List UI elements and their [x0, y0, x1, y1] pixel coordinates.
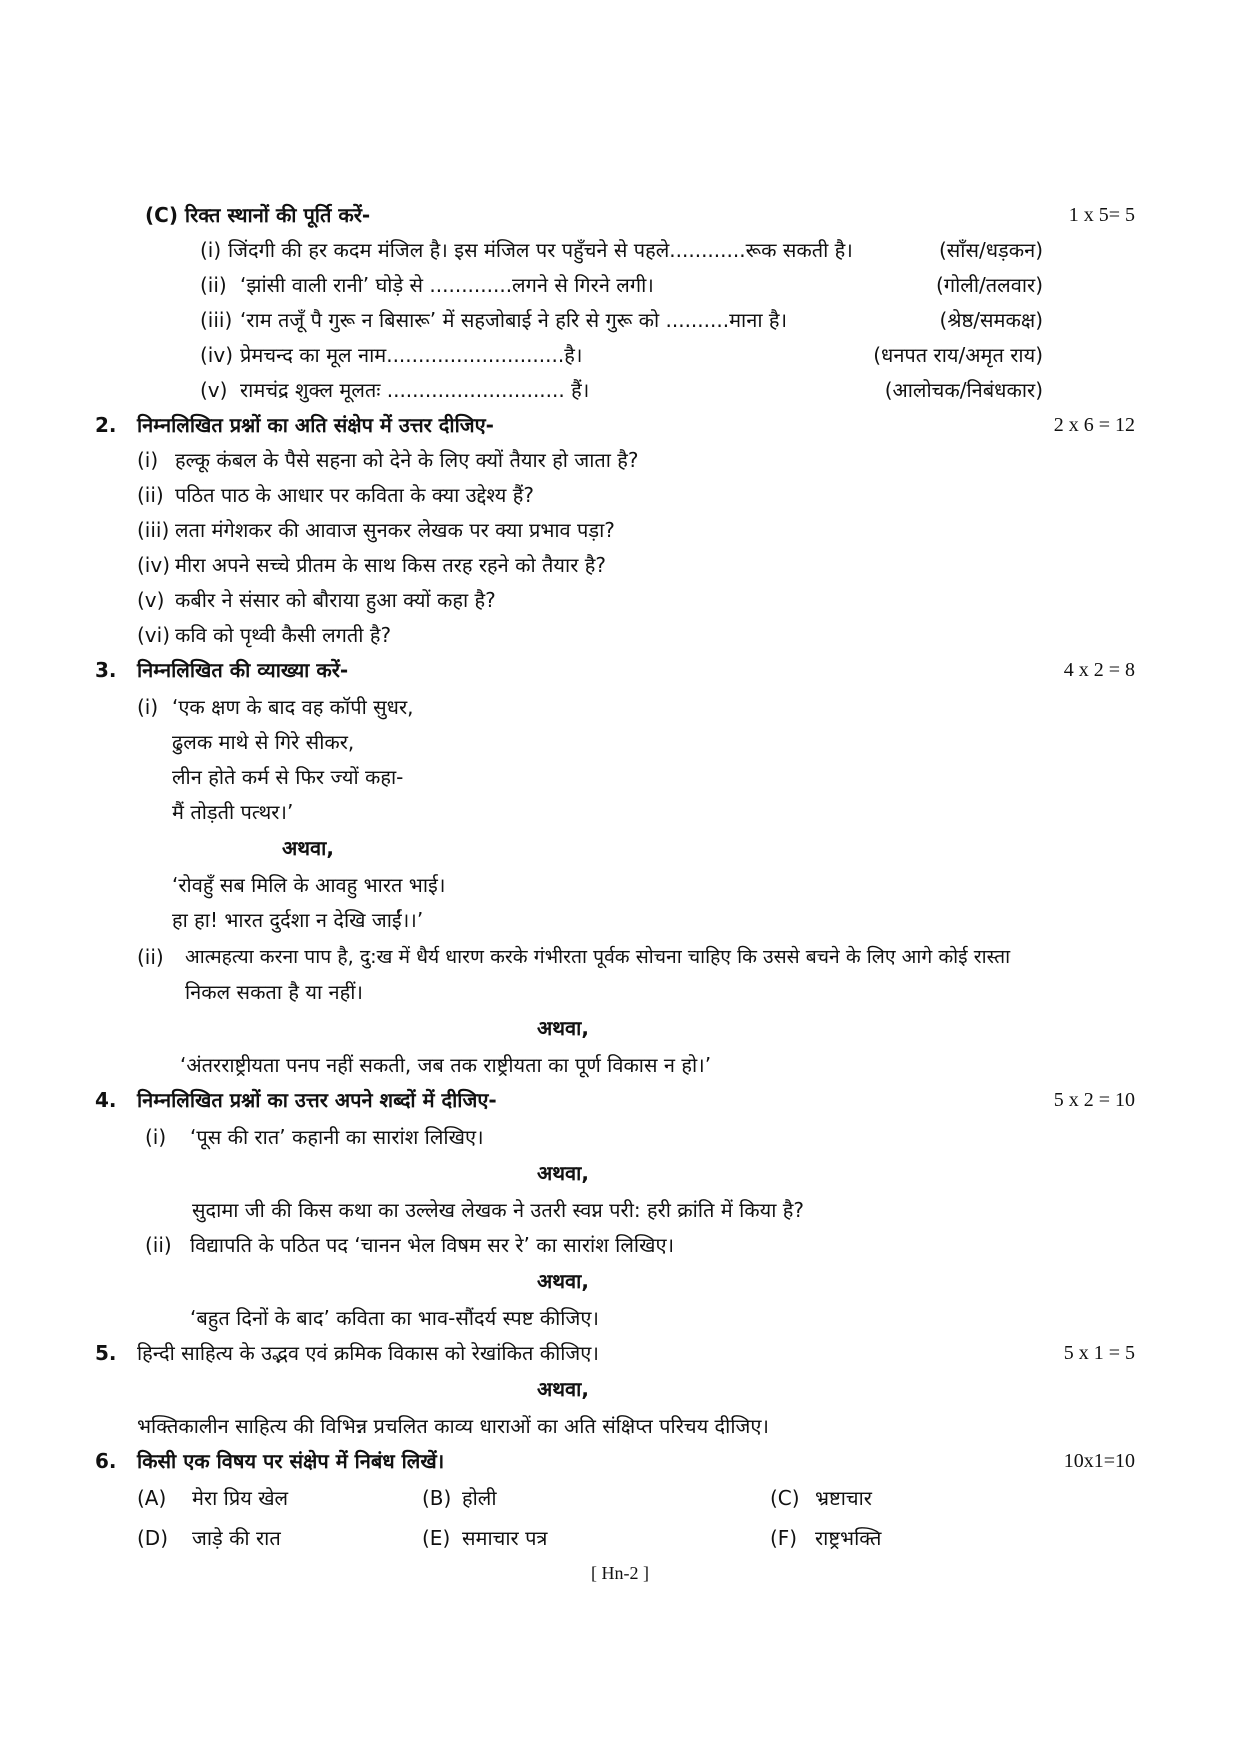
or-label: अथवा,	[282, 836, 334, 860]
topic-label: (A)	[137, 1486, 167, 1510]
q2-item-label: (iv)	[137, 553, 170, 577]
question-6-marks: 10x1=10	[1063, 1450, 1135, 1472]
or-label: अथवा,	[537, 1269, 589, 1293]
q4-i-label: (i)	[145, 1125, 167, 1149]
q3-i-label: (i)	[137, 695, 159, 719]
q4-ii-text: विद्यापति के पठित पद ‘चानन भेल विषम सर रे’ का सारांश लिखिए।	[190, 1233, 675, 1257]
topic-label: (D)	[137, 1526, 169, 1550]
topic-label: (E)	[422, 1526, 451, 1550]
topic-label: (F)	[770, 1526, 798, 1550]
question-4-marks: 5 x 2 = 10	[1053, 1089, 1135, 1111]
qc-item-text: प्रेमचन्द का मूल नाम............................है।	[240, 343, 583, 367]
question-number: 3.	[95, 658, 117, 682]
qc-item-option: (श्रेष्ठ/समकक्ष)	[939, 308, 1043, 332]
question-5-marks: 5 x 1 = 5	[1063, 1342, 1135, 1364]
qc-item-label: (iv)	[200, 343, 233, 367]
q2-item-label: (i)	[137, 448, 159, 472]
question-6-heading: किसी एक विषय पर संक्षेप में निबंध लिखें।	[137, 1449, 445, 1473]
topic-text: जाड़े की रात	[192, 1526, 281, 1550]
q4-i-alt: सुदामा जी की किस कथा का उल्लेख लेखक ने उतरी स्वप्न परी: हरी क्रांति में किया है?	[192, 1198, 805, 1222]
question-4-heading: निम्नलिखित प्रश्नों का उत्तर अपने शब्दों में दीजिए-	[137, 1088, 497, 1112]
page-footer: [ Hn-2 ]	[591, 1563, 649, 1583]
question-5-text: हिन्दी साहित्य के उद्भव एवं क्रमिक विकास को रेखांकित कीजिए।	[137, 1341, 599, 1365]
q3-ii-text: आत्महत्या करना पाप है, दु:ख में धैर्य धारण करके गंभीरता पूर्वक सोचना चाहिए कि उससे बचने के लिए आगे कोई रास्ता	[185, 945, 1011, 968]
q2-item-text: हल्कू कंबल के पैसे सहना को देने के लिए क्यों तैयार हो जाता है?	[175, 448, 639, 472]
qc-item-text: ‘राम तजूँ पै गुरू न बिसारू’ में सहजोबाई ने हरि से गुरू को ..........माना है।	[240, 308, 788, 332]
section-c-heading: (C) रिक्त स्थानों की पूर्ति करें-	[145, 203, 371, 227]
qc-item-option: (साँस/धड़कन)	[938, 238, 1043, 262]
q3-poem-line: ‘रोवहुँ सब मिलि के आवहु भारत भाई।	[172, 873, 446, 897]
q2-item-label: (ii)	[137, 483, 164, 507]
topic-label: (B)	[422, 1486, 452, 1510]
q3-ii-label: (ii)	[137, 945, 164, 969]
qc-item-text: जिंदगी की हर कदम मंजिल है। इस मंजिल पर पहुँचने से पहले............रूक सकती है।	[228, 238, 853, 262]
qc-item-label: (ii)	[200, 273, 227, 297]
qc-item-option: (आलोचक/निबंधकार)	[884, 378, 1043, 402]
q3-poem-line: मैं तोड़ती पत्थर।’	[172, 800, 294, 824]
topic-text: भ्रष्टाचार	[815, 1486, 872, 1510]
topic-text: होली	[462, 1486, 497, 1510]
question-2-heading: निम्नलिखित प्रश्नों का अति संक्षेप में उत्तर दीजिए-	[137, 413, 494, 437]
question-number: 6.	[95, 1449, 117, 1473]
or-label: अथवा,	[537, 1016, 589, 1040]
q4-ii-alt: ‘बहुत दिनों के बाद’ कविता का भाव-सौंदर्य स्पष्ट कीजिए।	[190, 1306, 599, 1330]
q3-poem-line: ढुलक माथे से गिरे सीकर,	[172, 730, 355, 754]
q3-poem-line: हा हा! भारत दुर्दशा न देखि जाईं।।’	[172, 908, 424, 932]
q2-item-text: कवि को पृथ्वी कैसी लगती है?	[175, 623, 392, 647]
qc-item-text: ‘झांसी वाली रानी’ घोड़े से .............लगने से गिरने लगी।	[240, 273, 654, 297]
q3-ii-alt: ‘अंतरराष्ट्रीयता पनप नहीं सकती, जब तक राष्ट्रीयता का पूर्ण विकास न हो।’	[180, 1053, 712, 1077]
q2-item-text: पठित पाठ के आधार पर कविता के क्या उद्देश्य हैं?	[175, 483, 534, 507]
q3-poem-line: ‘एक क्षण के बाद वह कॉपी सुधर,	[172, 695, 414, 719]
or-label: अथवा,	[537, 1377, 589, 1401]
qc-item-text: रामचंद्र शुक्ल मूलतः ............................ हैं।	[240, 378, 590, 402]
q2-item-label: (vi)	[137, 623, 170, 647]
q3-ii-text: निकल सकता है या नहीं।	[185, 980, 363, 1004]
question-3-marks: 4 x 2 = 8	[1063, 659, 1135, 681]
qc-item-label: (i)	[200, 238, 222, 262]
topic-text: राष्ट्रभक्ति	[815, 1526, 882, 1550]
q4-ii-label: (ii)	[145, 1233, 172, 1257]
topic-label: (C)	[770, 1486, 800, 1510]
or-label: अथवा,	[537, 1161, 589, 1185]
qc-item-option: (गोली/तलवार)	[936, 273, 1043, 297]
q2-item-label: (v)	[137, 588, 165, 612]
q3-poem-line: लीन होते कर्म से फिर ज्यों कहा-	[172, 765, 404, 789]
qc-item-label: (v)	[200, 378, 228, 402]
question-5-alt: भक्तिकालीन साहित्य की विभिन्न प्रचलित काव्य धाराओं का अति संक्षिप्त परिचय दीजिए।	[137, 1414, 770, 1438]
q2-item-text: कबीर ने संसार को बौराया हुआ क्यों कहा है?	[175, 588, 496, 612]
question-number: 2.	[95, 413, 117, 437]
topic-text: मेरा प्रिय खेल	[192, 1486, 289, 1510]
question-3-heading: निम्नलिखित की व्याख्या करें-	[137, 658, 349, 682]
q2-item-text: मीरा अपने सच्चे प्रीतम के साथ किस तरह रहने को तैयार है?	[175, 553, 606, 577]
q2-item-text: लता मंगेशकर की आवाज सुनकर लेखक पर क्या प्रभाव पड़ा?	[175, 518, 615, 542]
question-number: 4.	[95, 1088, 117, 1112]
qc-item-label: (iii)	[200, 308, 233, 332]
q2-item-label: (iii)	[137, 518, 170, 542]
q4-i-text: ‘पूस की रात’ कहानी का सारांश लिखिए।	[190, 1125, 484, 1149]
question-number: 5.	[95, 1341, 117, 1365]
qc-item-option: (धनपत राय/अमृत राय)	[873, 343, 1043, 367]
question-2-marks: 2 x 6 = 12	[1053, 414, 1135, 436]
section-c-marks: 1 x 5= 5	[1068, 204, 1135, 226]
topic-text: समाचार पत्र	[462, 1526, 548, 1550]
